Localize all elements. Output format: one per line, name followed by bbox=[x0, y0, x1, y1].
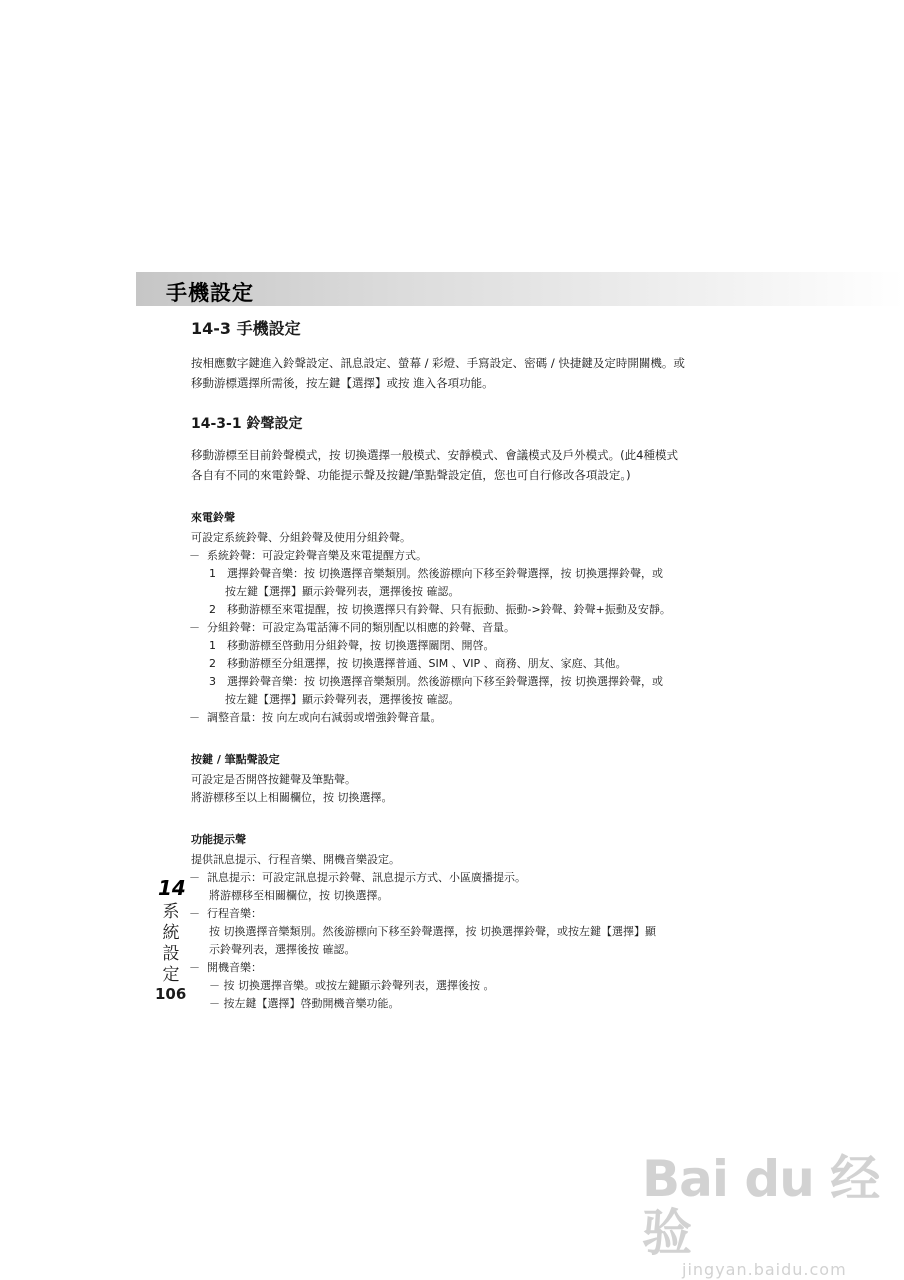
step-number: 1 bbox=[209, 567, 216, 580]
numbered-step bbox=[191, 565, 726, 583]
page-number: 106 bbox=[155, 985, 187, 1003]
numbered-step bbox=[191, 637, 726, 655]
incoming-ring-list bbox=[191, 529, 726, 727]
step-number: 2 bbox=[209, 603, 216, 616]
chapter-side-tab bbox=[158, 876, 184, 986]
dash-bullet: － bbox=[189, 621, 200, 634]
step-continuation: 按左鍵【選擇】顯示鈴聲列表，選擇後按 確認。 bbox=[225, 585, 460, 598]
step-number: 3 bbox=[209, 675, 216, 688]
item-continuation: 示鈴聲列表，選擇後按 確認。 bbox=[209, 943, 356, 956]
list-item-dash bbox=[191, 905, 726, 923]
function-tone-list bbox=[191, 851, 726, 1013]
list-item-dash bbox=[191, 709, 726, 727]
list-item-text: 訊息提示：可設定訊息提示鈴聲、訊息提示方式、小區廣播提示。 bbox=[207, 871, 526, 884]
item-continuation: 將游標移至相關欄位，按 切換選擇。 bbox=[209, 889, 389, 902]
watermark-logo: Bai du 经验 bbox=[642, 1150, 880, 1262]
step-continuation: 按左鍵【選擇】顯示鈴聲列表，選擇後按 確認。 bbox=[225, 693, 460, 706]
key-tone-heading: 按鍵 / 筆點聲設定 bbox=[191, 753, 280, 766]
intro-line-2: 移動游標選擇所需後，按左鍵【選擇】或按 進入各項功能。 bbox=[191, 376, 494, 390]
subsection-title: 14-3-1 鈴聲設定 bbox=[191, 416, 303, 432]
list-item-dash bbox=[191, 547, 726, 565]
chapter-title-char: 系 bbox=[162, 902, 180, 922]
step-text: 選擇鈴聲音樂：按 切換選擇音樂類別。然後游標向下移至鈴聲選擇，按 切換選擇鈴聲，或 bbox=[227, 567, 663, 580]
key-tone-line-1: 可設定是否開啓按鍵聲及筆點聲。 bbox=[191, 773, 356, 786]
list-item-text: 調整音量：按 向左或向右減弱或增強鈴聲音量。 bbox=[207, 711, 442, 724]
step-text: 移動游標至分組選擇，按 切換選擇普通、SIM 、VIP 、商務、朋友、家庭、其他。 bbox=[227, 657, 627, 670]
sub-intro-line-2: 各自有不同的來電鈴聲、功能提示聲及按鍵/筆點聲設定值，您也可自行修改各項設定。) bbox=[191, 468, 631, 482]
dash-bullet: － bbox=[189, 549, 200, 562]
numbered-step bbox=[191, 655, 726, 673]
list-item-dash bbox=[191, 869, 726, 887]
list-item-text: 開機音樂： bbox=[207, 961, 262, 974]
sub-intro-line-1: 移動游標至目前鈴聲模式，按 切換選擇一般模式、安靜模式、會議模式及戶外模式。(此4種模式 bbox=[191, 448, 678, 462]
chapter-title-char: 定 bbox=[162, 965, 180, 985]
sub-item: － 按左鍵【選擇】啓動開機音樂功能。 bbox=[209, 997, 400, 1010]
sub-item: － 按 切換選擇音樂。或按左鍵顯示鈴聲列表，選擇後按 。 bbox=[209, 979, 495, 992]
numbered-step bbox=[191, 673, 726, 691]
list-item-text: 行程音樂： bbox=[207, 907, 262, 920]
function-tone-heading: 功能提示聲 bbox=[191, 833, 246, 846]
list-text: 可設定系統鈴聲、分組鈴聲及使用分組鈴聲。 bbox=[191, 531, 411, 544]
chapter-title-vertical bbox=[158, 902, 184, 986]
list-text: 提供訊息提示、行程音樂、開機音樂設定。 bbox=[191, 853, 400, 866]
dash-bullet: － bbox=[189, 871, 200, 884]
step-number: 1 bbox=[209, 639, 216, 652]
incoming-ring-heading: 來電鈴聲 bbox=[191, 511, 235, 524]
key-tone-line-2: 將游標移至以上相關欄位，按 切換選擇。 bbox=[191, 791, 393, 804]
chapter-banner bbox=[136, 272, 904, 306]
list-item-text: 分組鈴聲：可設定為電話簿不同的類別配以相應的鈴聲、音量。 bbox=[207, 621, 515, 634]
dash-bullet: － bbox=[189, 961, 200, 974]
chapter-number: 14 bbox=[158, 876, 186, 900]
dash-bullet: － bbox=[189, 711, 200, 724]
watermark-url: jingyan.baidu.com bbox=[682, 1260, 847, 1279]
step-text: 移動游標至啓動用分組鈴聲，按 切換選擇關閉、開啓。 bbox=[227, 639, 495, 652]
dash-bullet: － bbox=[189, 907, 200, 920]
list-item-text: 系統鈴聲：可設定鈴聲音樂及來電提醒方式。 bbox=[207, 549, 427, 562]
step-number: 2 bbox=[209, 657, 216, 670]
main-content bbox=[191, 316, 726, 1013]
section-title: 14-3 手機設定 bbox=[191, 319, 301, 338]
step-text: 移動游標至來電提醒，按 切換選擇只有鈴聲、只有振動、振動->鈴聲、鈴聲+振動及安靜。 bbox=[227, 603, 671, 616]
item-continuation: 按 切換選擇音樂類別。然後游標向下移至鈴聲選擇，按 切換選擇鈴聲，或按左鍵【選擇】顯 bbox=[209, 925, 656, 938]
chapter-title-char: 設 bbox=[162, 944, 180, 964]
step-text: 選擇鈴聲音樂：按 切換選擇音樂類別。然後游標向下移至鈴聲選擇，按 切換選擇鈴聲，或 bbox=[227, 675, 663, 688]
banner-title: 手機設定 bbox=[166, 281, 254, 305]
list-item-dash bbox=[191, 959, 726, 977]
list-item-dash bbox=[191, 619, 726, 637]
intro-line-1: 按相應數字鍵進入鈴聲設定、訊息設定、螢幕 / 彩燈、手寫設定、密碼 / 快捷鍵及定時開關機。或 bbox=[191, 356, 685, 370]
watermark bbox=[642, 1152, 892, 1279]
chapter-title-char: 統 bbox=[162, 923, 180, 943]
numbered-step bbox=[191, 601, 726, 619]
